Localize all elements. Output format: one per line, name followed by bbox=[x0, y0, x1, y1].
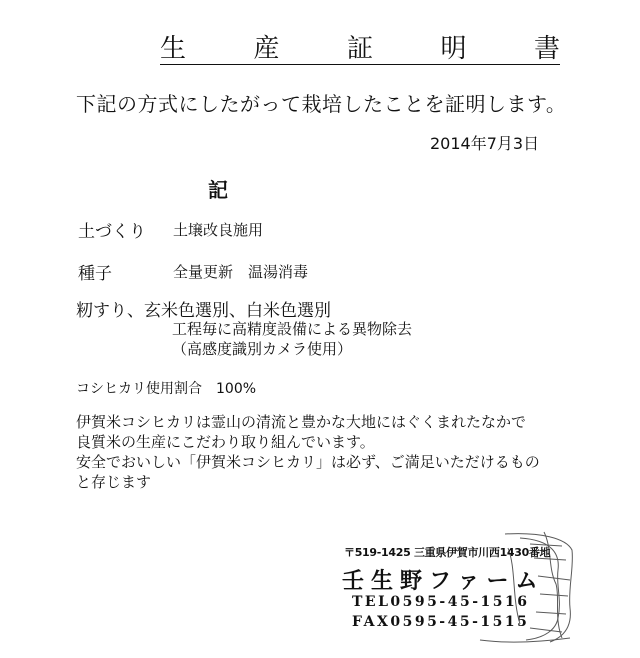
soil-value: 土壌改良施用 bbox=[173, 221, 264, 239]
stamp-tel: TEL0595-45-1516 bbox=[352, 594, 530, 610]
title-char: 産 bbox=[253, 34, 280, 64]
milling-label: 籾すり、玄米色選別、白米色選別 bbox=[76, 301, 331, 321]
title-char: 生 bbox=[160, 34, 187, 64]
ki-heading: 記 bbox=[208, 178, 228, 202]
milling-detail: 工程毎に高精度設備による異物除去 bbox=[172, 320, 413, 338]
seed-value: 全量更新 温湯消毒 bbox=[173, 263, 309, 281]
title-char: 書 bbox=[533, 34, 560, 64]
title-char: 明 bbox=[440, 34, 467, 64]
company-stamp bbox=[330, 528, 580, 648]
issue-date: 2014年7月3日 bbox=[430, 134, 540, 153]
title-char: 証 bbox=[346, 34, 373, 64]
description-line: 良質米の生産にこだわり取り組んでいます。 bbox=[76, 433, 375, 451]
stamp-fax: FAX0595-45-1515 bbox=[352, 614, 530, 630]
intro-statement: 下記の方式にしたがって栽培したことを証明します。 bbox=[76, 92, 567, 116]
soil-label: 土づくり bbox=[78, 222, 146, 242]
seed-label: 種子 bbox=[78, 264, 112, 284]
description-line: 伊賀米コシヒカリは霊山の清流と豊かな大地にはぐくまれたなかで bbox=[76, 413, 527, 431]
stamp-address: 〒519-1425 三重県伊賀市川西1430番地 bbox=[344, 546, 551, 559]
description-line: と存じます bbox=[76, 473, 152, 491]
milling-note: （高感度識別カメラ使用） bbox=[172, 340, 353, 358]
stamp-company-name: 壬生野ファーム bbox=[342, 568, 545, 594]
document-title bbox=[160, 30, 560, 65]
usage-ratio: コシヒカリ使用割合 100% bbox=[76, 381, 257, 397]
description bbox=[76, 412, 596, 492]
description-line: 安全でおいしい「伊賀米コシヒカリ」は必ず、ご満足いただけるもの bbox=[76, 453, 540, 471]
